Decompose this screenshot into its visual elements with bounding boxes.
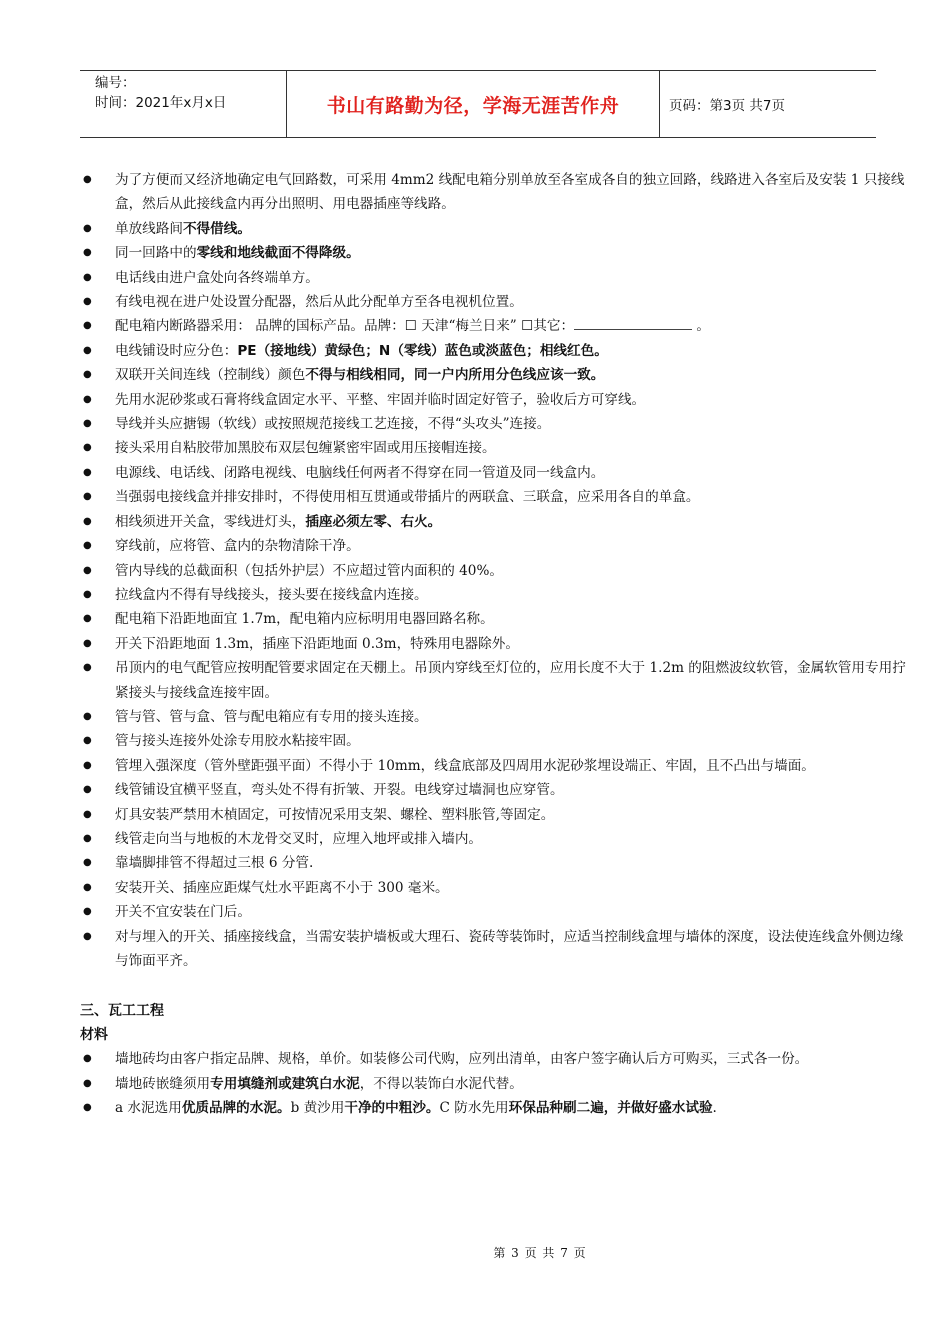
bullet-icon: ●: [83, 222, 92, 234]
bullet-icon: ●: [83, 1053, 92, 1065]
list-item: [80, 803, 910, 827]
header-motto: 书山有路勤为径，学海无涯苦作舟: [287, 71, 660, 137]
item-text: 配电箱内断路器采用： 品牌的国标产品。品牌：☐ 天津“梅兰日来” ☐其它：: [115, 318, 575, 335]
bullet-icon: ●: [83, 735, 92, 747]
item-text: 接头采用自粘胶带加黑胶布双层包缠紧密牢固或用压接帽连接。: [115, 440, 496, 457]
page-header: [80, 70, 876, 138]
list-item: [80, 1096, 910, 1120]
blank-underline: [574, 315, 692, 330]
list-item: [80, 314, 910, 338]
item-text: C 防水先用: [439, 1100, 509, 1117]
item-text: 配电箱下沿距地面宜 1.7m，配电箱内应标明用电器回路名称。: [115, 611, 494, 628]
list-item: [80, 461, 910, 485]
list-item: [80, 778, 910, 802]
bullet-icon: ●: [83, 1077, 92, 1089]
list-item: [80, 290, 910, 314]
item-text: 同一回路中的: [115, 245, 197, 262]
item-text: 安装开关、插座应距煤气灶水平距离不小于 300 毫米。: [115, 879, 449, 896]
list-item: [80, 363, 910, 387]
list-item: [80, 412, 910, 436]
item-text: 电话线由进户盒处向各终端单方。: [115, 269, 319, 286]
item-text: 墙地砖均由客户指定品牌、规格，单价。如装修公司代购，应列出清单，由客户签字确认后方可购买，三式各一份。: [115, 1051, 809, 1068]
bullet-icon: ●: [83, 515, 92, 527]
bullet-icon: ●: [83, 320, 92, 332]
bullet-icon: ●: [83, 1102, 92, 1114]
bullet-icon: ●: [83, 540, 92, 552]
item-text: 电源线、电话线、闭路电视线、电脑线任何两者不得穿在同一管道及同一线盒内。: [115, 464, 605, 481]
bullet-icon: ●: [83, 393, 92, 405]
item-text: 靠墙脚排管不得超过三根 6 分管.: [115, 855, 314, 872]
list-item: [80, 827, 910, 851]
item-text: 线管铺设宜横平竖直，弯头处不得有折皱、开裂。电线穿过墙洞也应穿管。: [115, 782, 564, 799]
list-item: [80, 436, 910, 460]
bullet-icon: ●: [83, 369, 92, 381]
item-text: 。: [692, 318, 710, 335]
list-item: [80, 266, 910, 290]
bullet-icon: ●: [83, 174, 92, 185]
list-item: [80, 729, 910, 753]
item-text: 管埋入强深度（管外壁距强平面）不得小于 10mm，线盒底部及四周用水泥砂浆埋设端正、牢固，且不凸出与墙面。: [115, 757, 815, 774]
item-text: 管与管、管与盒、管与配电箱应有专用的接头连接。: [115, 708, 428, 725]
bold-text: 零线和地线截面不得降级。: [196, 245, 360, 262]
bullet-icon: ●: [83, 930, 92, 942]
bullet-icon: ●: [83, 442, 92, 454]
bullet-icon: ●: [83, 418, 92, 430]
bullet-icon: ●: [83, 466, 92, 478]
list-item: [80, 217, 910, 241]
item-text: b 黄沙用: [290, 1100, 345, 1117]
list-item: [80, 632, 910, 656]
bullet-icon: ●: [83, 271, 92, 283]
header-page-label: 页码：第3页 共7页: [669, 98, 785, 114]
bullet-icon: ●: [83, 832, 92, 844]
list-item: [80, 583, 910, 607]
bold-text: 环保品种刷二遍，并做好盛水试验: [508, 1100, 713, 1117]
document-body: [80, 168, 910, 1121]
bullet-icon: ●: [83, 784, 92, 796]
list-item: [80, 534, 910, 558]
bullet-icon: ●: [83, 759, 92, 771]
list-item: [80, 607, 910, 631]
item-text: ，不得以装饰白水泥代替。: [359, 1075, 523, 1092]
bullet-icon: ●: [83, 710, 92, 722]
electrical-requirements-list: [80, 168, 910, 973]
bullet-icon: ●: [83, 613, 92, 625]
item-text: 对与埋入的开关、插座接线盒，当需安装护墙板或大理石、瓷砖等装饰时，应适当控制线盒埋与墙体的深度，设法使连线盒外侧边缘与饰面平齐。: [115, 928, 904, 969]
list-item: [80, 925, 910, 974]
bullet-icon: ●: [83, 296, 92, 308]
item-text: 当强弱电接线盒并排安排时，不得使用相互贯通或带插片的两联盒、三联盒，应采用各自的单盒。: [115, 489, 700, 506]
bullet-icon: ●: [83, 906, 92, 918]
document-number-label: 编号：: [95, 75, 136, 91]
item-text: 灯具安装严禁用木楨固定，可按情况采用支架、螺栓、塑料胀管,等固定。: [115, 806, 555, 823]
bullet-icon: ●: [83, 247, 92, 259]
list-item: [80, 388, 910, 412]
item-text: 开关下沿距地面 1.3m，插座下沿距地面 0.3m，特殊用电器除外。: [115, 635, 519, 652]
bold-text: 优质品牌的水泥。: [181, 1100, 291, 1117]
item-text: 管与接头连接外处涂专用胶水粘接牢固。: [115, 733, 360, 750]
item-text: 拉线盒内不得有导线接头，接头要在接线盒内连接。: [115, 586, 428, 603]
item-text: 吊顶内的电气配管应按明配管要求固定在天棚上。吊顶内穿线至灯位的，应用长度不大于 1.2m 的阻燃波纹软管，金属软管用专用拧紧接头与接线盒连接牢固。: [115, 660, 906, 701]
item-text: 管内导线的总截面积（包括外护层）不应超过管内面积的 40%。: [115, 562, 503, 579]
bullet-icon: ●: [83, 662, 92, 674]
list-item: [80, 241, 910, 265]
item-text: 开关不宜安装在门后。: [115, 904, 251, 921]
list-item: [80, 705, 910, 729]
item-text: 线管走向当与地板的木龙骨交叉时，应埋入地坪或排入墙内。: [115, 830, 483, 847]
item-text: 导线并头应搪锡（软线）或按照规范接线工艺连接，不得“头攻头”连接。: [115, 416, 551, 433]
item-text: 墙地砖嵌缝须用: [115, 1075, 211, 1092]
bullet-icon: ●: [83, 881, 92, 893]
list-item: [80, 339, 910, 363]
list-item: [80, 168, 910, 217]
list-item: [80, 754, 910, 778]
bold-text: 插座必须左零、右火。: [305, 513, 442, 530]
item-text: 相线须进开关盒，零线进灯头，: [115, 513, 306, 530]
bullet-icon: ●: [83, 491, 92, 503]
list-item: [80, 510, 910, 534]
list-item: [80, 1047, 910, 1071]
item-text: a 水泥选用: [115, 1100, 182, 1117]
list-item: [80, 876, 910, 900]
bullet-icon: ●: [83, 564, 92, 576]
list-item: [80, 559, 910, 583]
bullet-icon: ●: [83, 588, 92, 600]
item-text: 有线电视在进户处设置分配器，然后从此分配单方至各电视机位置。: [115, 294, 523, 311]
page-footer: 第 3 页 共 7 页: [493, 1246, 587, 1260]
item-text: .: [712, 1100, 717, 1117]
list-item: [80, 656, 910, 705]
section-subtitle: 材料: [80, 1027, 108, 1044]
document-time-label: 时间：2021年x月x日: [95, 95, 227, 111]
material-requirements-list: [80, 1047, 910, 1120]
item-text: 先用水泥砂浆或石膏将线盒固定水平、平整、牢固并临时固定好管子，验收后方可穿线。: [115, 391, 646, 408]
item-text: 双联开关间连线（控制线）颜色: [115, 367, 306, 384]
bullet-icon: ●: [83, 344, 92, 356]
list-item: [80, 851, 910, 875]
item-text: 单放线路间: [115, 220, 183, 237]
item-text: 穿线前，应将管、盒内的杂物清除干净。: [115, 538, 360, 555]
bullet-icon: ●: [83, 808, 92, 820]
header-meta: [80, 71, 287, 137]
bullet-icon: ●: [83, 857, 92, 869]
bold-text: PE（接地线）黄绿色；N（零线）蓝色或淡蓝色；相线红色。: [237, 342, 608, 359]
bold-text: 干净的中粗沙。: [344, 1100, 440, 1117]
list-item: [80, 900, 910, 924]
bold-text: 专用填缝剂或建筑白水泥: [210, 1075, 360, 1092]
list-item: [80, 485, 910, 509]
item-text: 为了方便而又经济地确定电气回路数，可采用 4mm2 线配电箱分别单放至各室成各自的独立回路，线路进入各室后及安装 1 只接线盒，然后从此接线盒内再分出照明、用电器插座等线路。: [115, 172, 905, 213]
bold-text: 不得借线。: [182, 220, 251, 237]
list-item: [80, 1072, 910, 1096]
bullet-icon: ●: [83, 637, 92, 649]
item-text: 电线铺设时应分色：: [115, 342, 238, 359]
section-title: 三、瓦工工程: [80, 1003, 164, 1020]
bold-text: 不得与相线相同，同一户内所用分色线应该一致。: [305, 367, 605, 384]
